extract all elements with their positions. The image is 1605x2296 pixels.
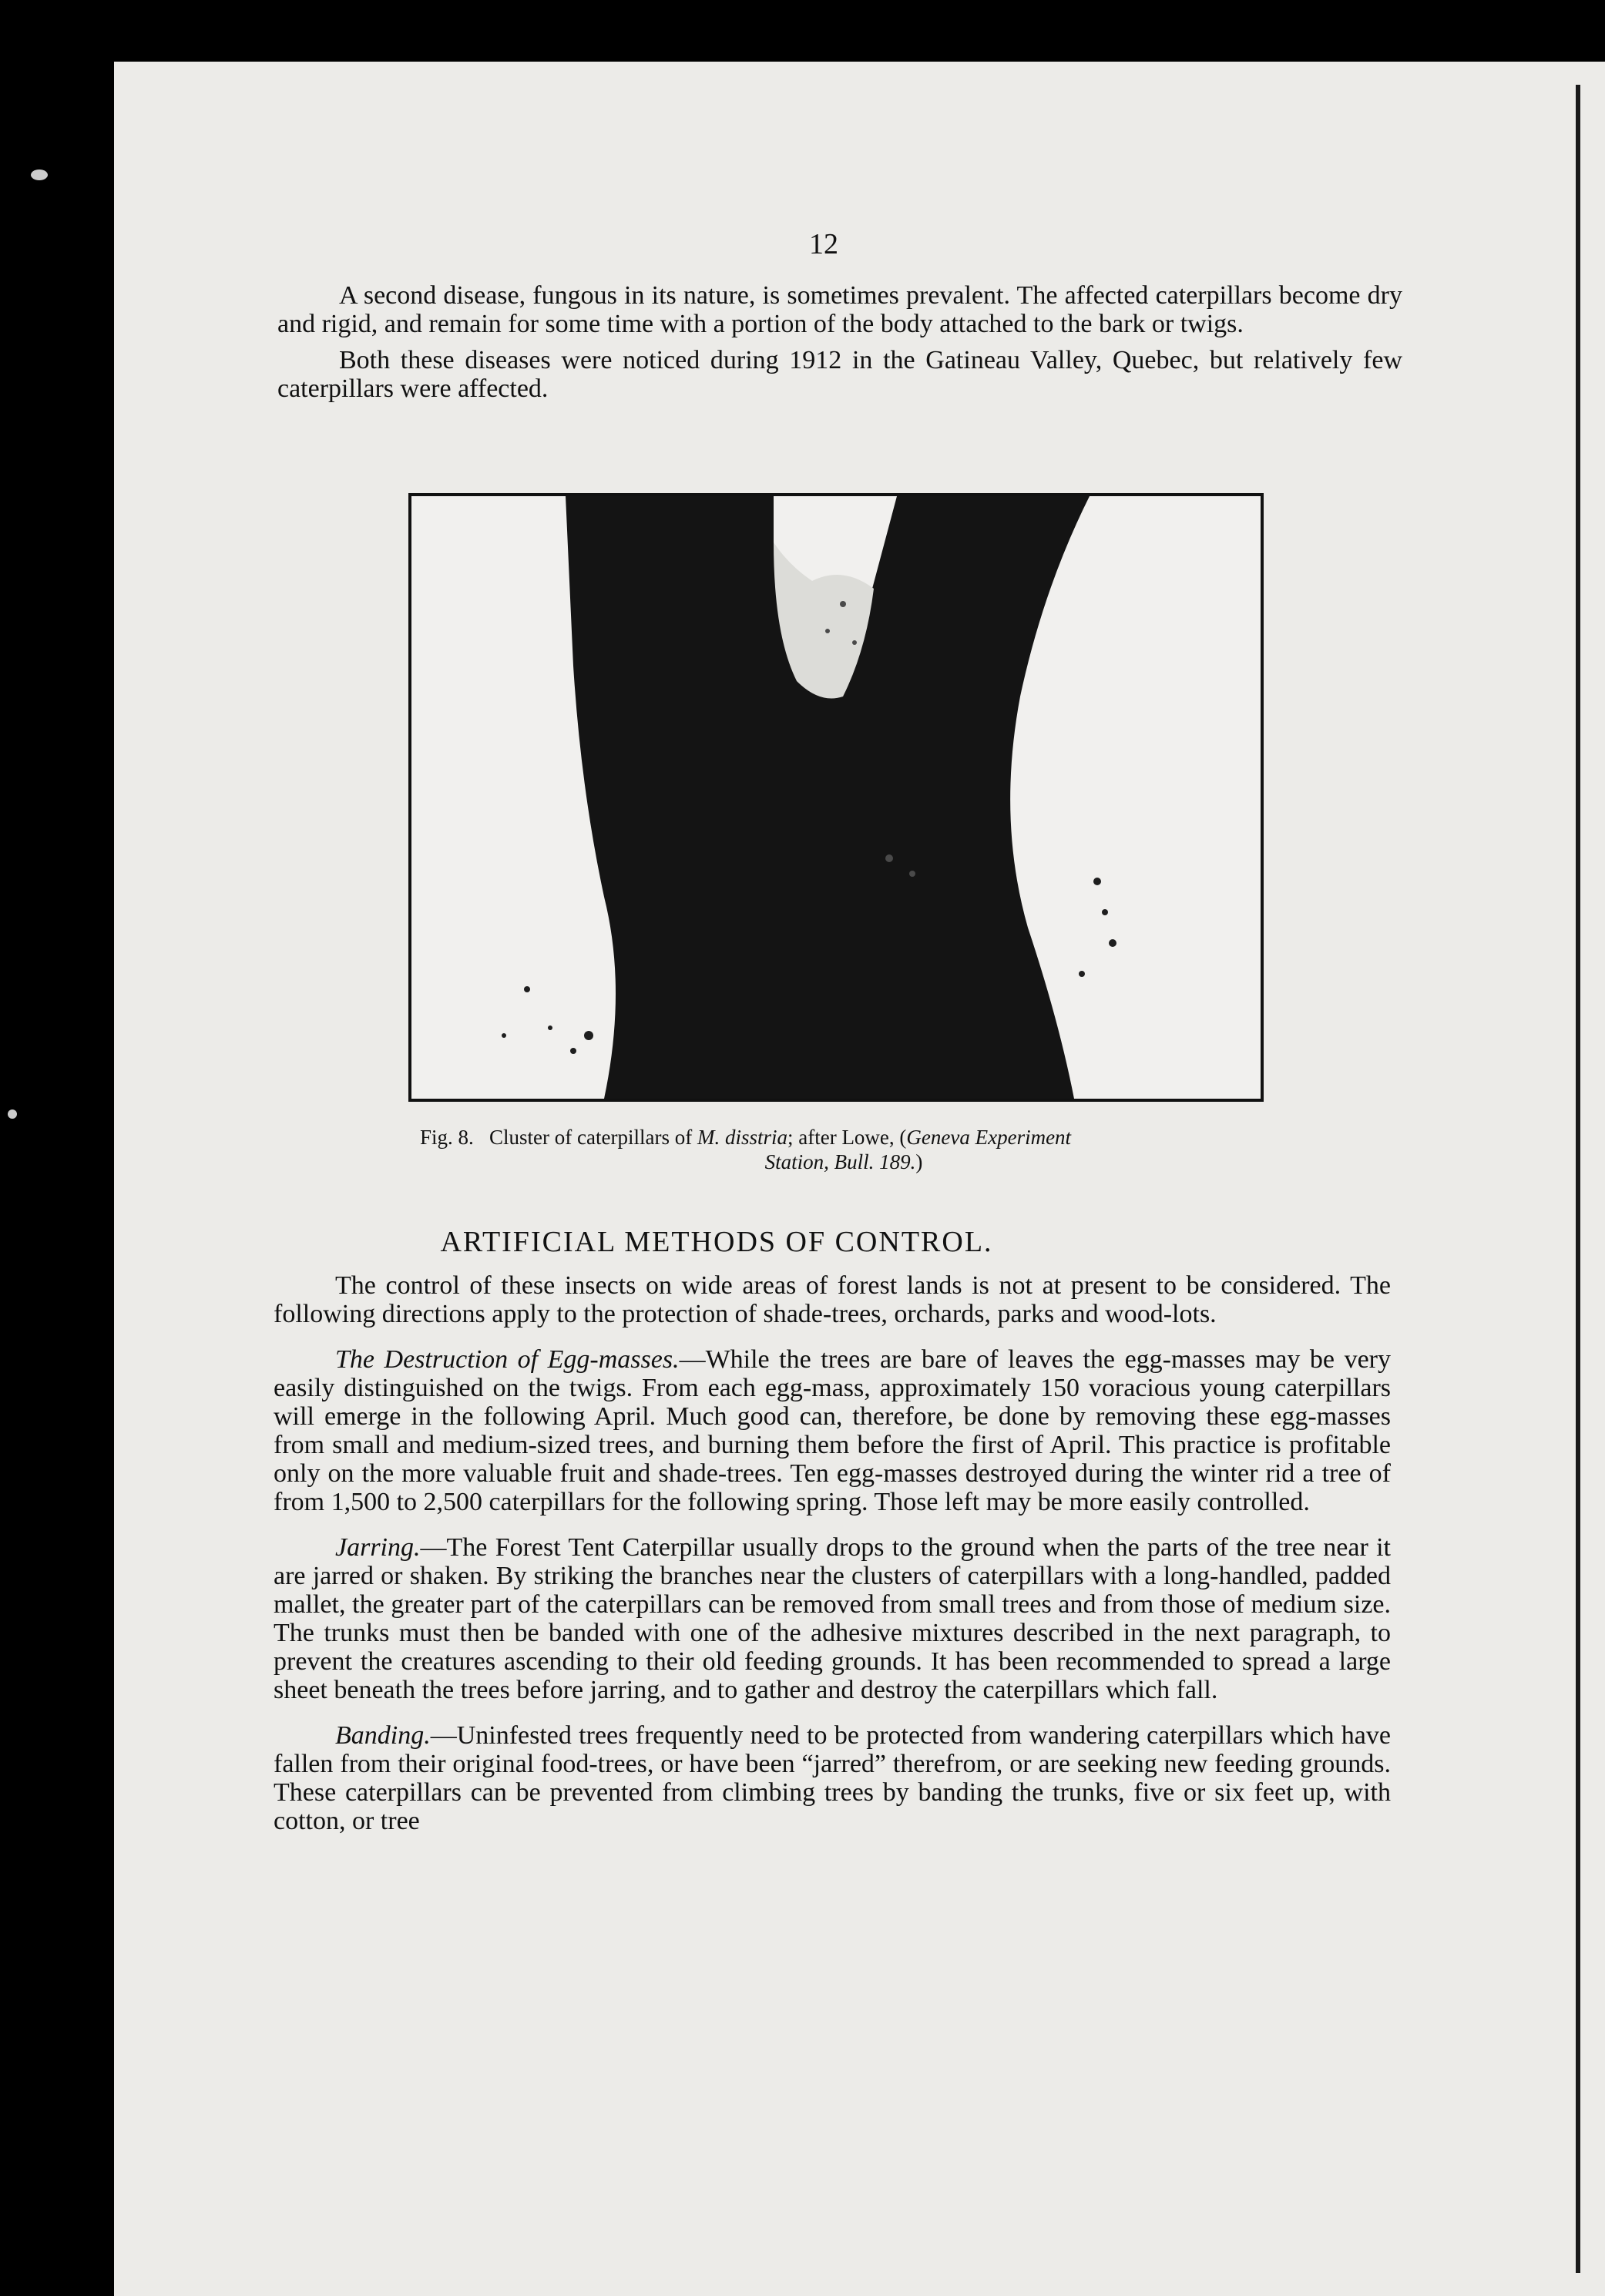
paragraph-jarring: [274, 1533, 1391, 1704]
paragraph-banding: [274, 1721, 1391, 1835]
caption-line-1: [420, 1125, 1268, 1150]
caption-line-2: [420, 1150, 1268, 1174]
caption-text: Cluster of caterpillars of: [489, 1126, 693, 1149]
paragraph-egg-masses: [274, 1345, 1391, 1516]
egg-masses-text: —While the trees are bare of leaves the egg-masses may be very easily distinguished on the twigs. From each egg-mass, approximately 150 voracious young caterpillars will emerge in the following April. Much good can, therefore, be done by removing these egg-masses from small and medium-sized trees, and burning them before the first of April. This practice is profitable only on the more valuable fruit and shade-trees. Ten egg-masses destroyed during the winter rid a tree of from 1,500 to 2,500 caterpillars for the following spring. Those left may be more easily controlled.: [274, 1345, 1391, 1516]
body-text: [274, 1271, 1391, 1835]
caption-source: Geneva Experiment: [906, 1126, 1072, 1149]
paragraph-disease: A second disease, fungous in its nature, is sometimes prevalent. The affected caterpillars become dry and rigid, and remain for some time with a portion of the body attached to the bark or twigs.: [277, 281, 1402, 338]
scan-speck: [8, 1109, 17, 1119]
figure-tree-photo: [408, 493, 1264, 1102]
top-paragraphs: [277, 281, 1402, 403]
paragraph-gatineau: Both these diseases were noticed during 1912 in the Gatineau Valley, Quebec, but relatively few caterpillars were affected.: [277, 346, 1402, 403]
page-number: 12: [809, 228, 838, 260]
scan-speck: [31, 170, 48, 180]
caption-species: M. disstria: [697, 1126, 787, 1149]
caption-station: Station, Bull. 189.: [764, 1150, 916, 1173]
jarring-text: —The Forest Tent Caterpillar usually drops to the ground when the parts of the tree near it are jarred or shaken. By striking the branches near the clusters of caterpillars with a long-handled, padded mallet, the greater part of the caterpillars can be removed from small trees and from those of medium size. The trunks must then be banded with one of the adhesive mixtures described in the next paragraph, to prevent the creatures ascending to their old feeding grounds. It has been recommended to spread a large sheet beneath the trees before jarring, and to gather and destroy the caterpillars which fall.: [274, 1533, 1391, 1704]
egg-masses-title: The Destruction of Egg-masses.: [335, 1345, 680, 1374]
banding-text: —Uninfested trees frequently need to be protected from wandering caterpillars which have fallen from their original food-trees, or have been “jarred” therefrom, or are seeking new feeding grounds. These caterpillars can be prevented from climbing trees by banding the trunks, five or six feet up, with cotton, or tree: [274, 1721, 1391, 1835]
next-page-edge: [1576, 85, 1580, 2273]
banding-title: Banding.: [335, 1721, 431, 1750]
caption-fig-label: Fig. 8.: [420, 1126, 474, 1149]
tree-trunk-illustration: [411, 496, 1261, 1099]
caption-end: ): [915, 1150, 923, 1173]
section-heading: ARTIFICIAL METHODS OF CONTROL.: [440, 1226, 993, 1258]
caption-after: ; after Lowe, (: [787, 1126, 907, 1149]
intro-paragraph: The control of these insects on wide areas of forest lands is not at present to be considered. The following directions apply to the protection of shade-trees, orchards, parks and wood-lots.: [274, 1271, 1391, 1328]
jarring-title: Jarring.: [335, 1533, 421, 1562]
figure-caption: [420, 1125, 1268, 1174]
